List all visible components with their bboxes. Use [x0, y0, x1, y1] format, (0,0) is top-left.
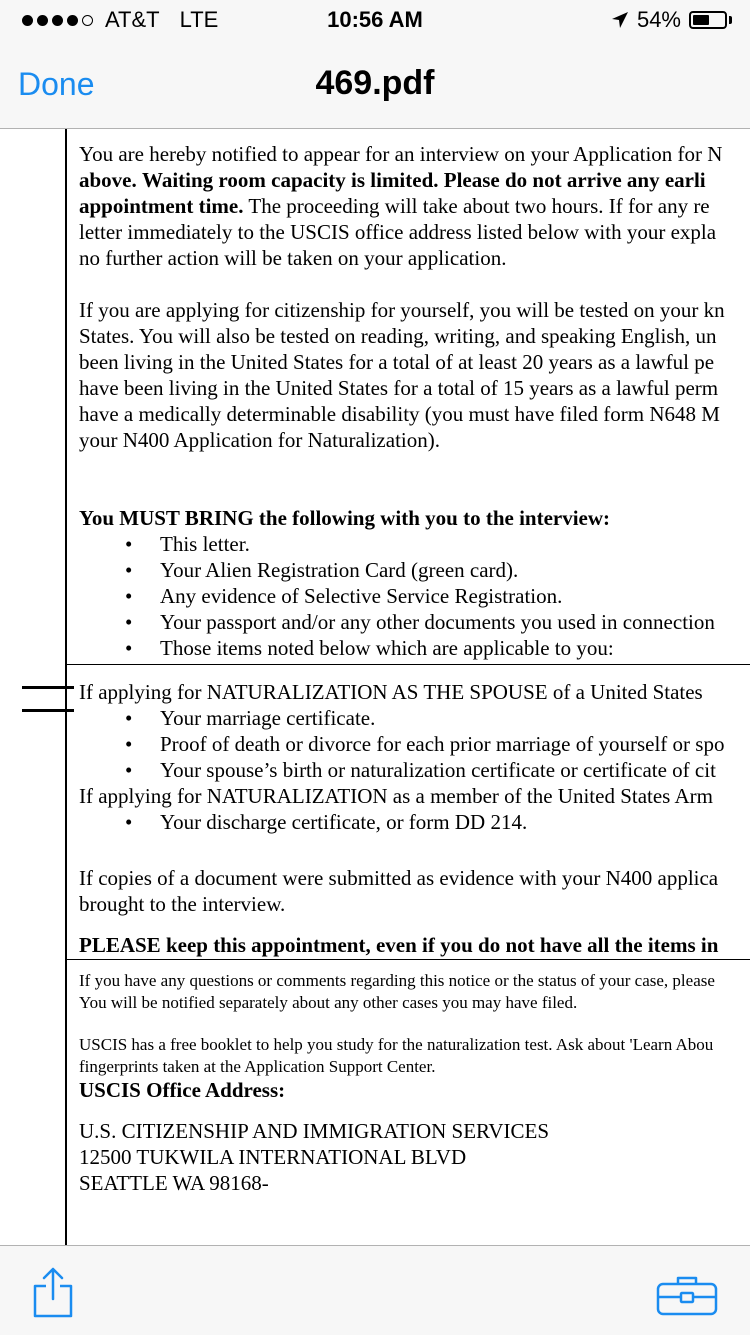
must-bring-section: [79, 505, 715, 661]
divider: [65, 959, 750, 960]
list-item: • This letter.: [125, 532, 250, 556]
bottom-toolbar: [0, 1245, 750, 1335]
share-icon[interactable]: [32, 1266, 74, 1318]
margin-mark: [22, 709, 74, 712]
text-line: States. You will also be tested on reading, writing, and speaking English, un: [79, 324, 717, 348]
text-line: fingerprints taken at the Application Support Center.: [79, 1057, 436, 1076]
office-address: [79, 1118, 549, 1196]
text-line: 12500 TUKWILA INTERNATIONAL BLVD: [79, 1145, 467, 1169]
text-line: brought to the interview.: [79, 892, 286, 916]
must-bring-heading: You MUST BRING the following with you to the interview:: [79, 506, 611, 530]
testing-paragraph: [79, 297, 725, 453]
battery-nub: [729, 16, 732, 24]
text-line: You will be notified separately about any other cases you may have filed.: [79, 993, 578, 1012]
battery-icon: [689, 11, 727, 29]
list-item: • Those items noted below which are applicable to you:: [125, 636, 614, 660]
text-line: above. Waiting room capacity is limited. Please do not arrive any earli: [79, 168, 706, 192]
text-line: If copies of a document were submitted as evidence with your N400 applica: [79, 866, 719, 890]
text-line: letter immediately to the USCIS office address listed below with your expla: [79, 220, 717, 244]
status-bar: [0, 0, 750, 40]
carrier-name: AT&T: [105, 7, 160, 32]
text-line: U.S. CITIZENSHIP AND IMMIGRATION SERVICES: [79, 1119, 550, 1143]
list-item: • Your spouse’s birth or naturalization certificate or certificate of cit: [125, 758, 716, 782]
clock: 10:56 AM: [327, 7, 423, 32]
bring-list: [79, 531, 715, 661]
questions-paragraph: [79, 970, 715, 1014]
spouse-section: [79, 679, 724, 835]
toolbox-icon[interactable]: [656, 1274, 718, 1316]
text-line: SEATTLE WA 98168-: [79, 1171, 269, 1195]
text-line: have a medically determinable disability (you must have filed form N648 M: [79, 402, 720, 426]
text-line: USCIS has a free booklet to help you study for the naturalization test. Ask about 'Learn Abou: [79, 1035, 714, 1054]
battery-area: [611, 7, 732, 33]
spouse-heading: If applying for NATURALIZATION AS THE SPOUSE of a United States: [79, 680, 703, 704]
text-line: have been living in the United States for a total of 15 years as a lawful perm: [79, 376, 719, 400]
text-line: your N400 Application for Naturalization).: [79, 428, 440, 452]
office-address-heading: USCIS Office Address:: [79, 1078, 286, 1102]
list-item: • Your discharge certificate, or form DD 214.: [125, 810, 528, 834]
armed-forces-heading: If applying for NATURALIZATION as a member of the United States Arm: [79, 784, 713, 808]
text-line: appointment time. The proceeding will take about two hours. If for any re: [79, 194, 710, 218]
done-button[interactable]: Done: [18, 66, 95, 102]
location-arrow-icon: [611, 11, 629, 29]
list-item: • Your passport and/or any other documents you used in connection: [125, 610, 715, 634]
armed-forces-list: [79, 809, 724, 835]
text-line: If you have any questions or comments regarding this notice or the status of your case, please: [79, 971, 715, 990]
list-item: • Your marriage certificate.: [125, 706, 376, 730]
network-type: LTE: [179, 7, 219, 32]
text-line: no further action will be taken on your application.: [79, 246, 507, 270]
booklet-paragraph: [79, 1034, 713, 1078]
document-title: 469.pdf: [315, 64, 435, 102]
text-line: been living in the United States for a total of at least 20 years as a lawful pe: [79, 350, 715, 374]
pdf-viewer[interactable]: [0, 129, 750, 1245]
spouse-list: [79, 705, 724, 783]
keep-appointment-notice: PLEASE keep this appointment, even if you do not have all the items in: [79, 933, 719, 957]
list-item: • Any evidence of Selective Service Registration.: [125, 584, 563, 608]
intro-paragraph: [79, 141, 722, 271]
navigation-bar: [0, 40, 750, 129]
divider: [65, 664, 750, 665]
margin-mark: [22, 686, 74, 689]
list-item: • Your Alien Registration Card (green card).: [125, 558, 519, 582]
list-item: • Proof of death or divorce for each prior marriage of yourself or spo: [125, 732, 725, 756]
text-line: If you are applying for citizenship for yourself, you will be tested on your kn: [79, 298, 725, 322]
copies-paragraph: [79, 865, 718, 917]
text-line: You are hereby notified to appear for an interview on your Application for N: [79, 142, 723, 166]
battery-percent: 54%: [636, 7, 681, 32]
